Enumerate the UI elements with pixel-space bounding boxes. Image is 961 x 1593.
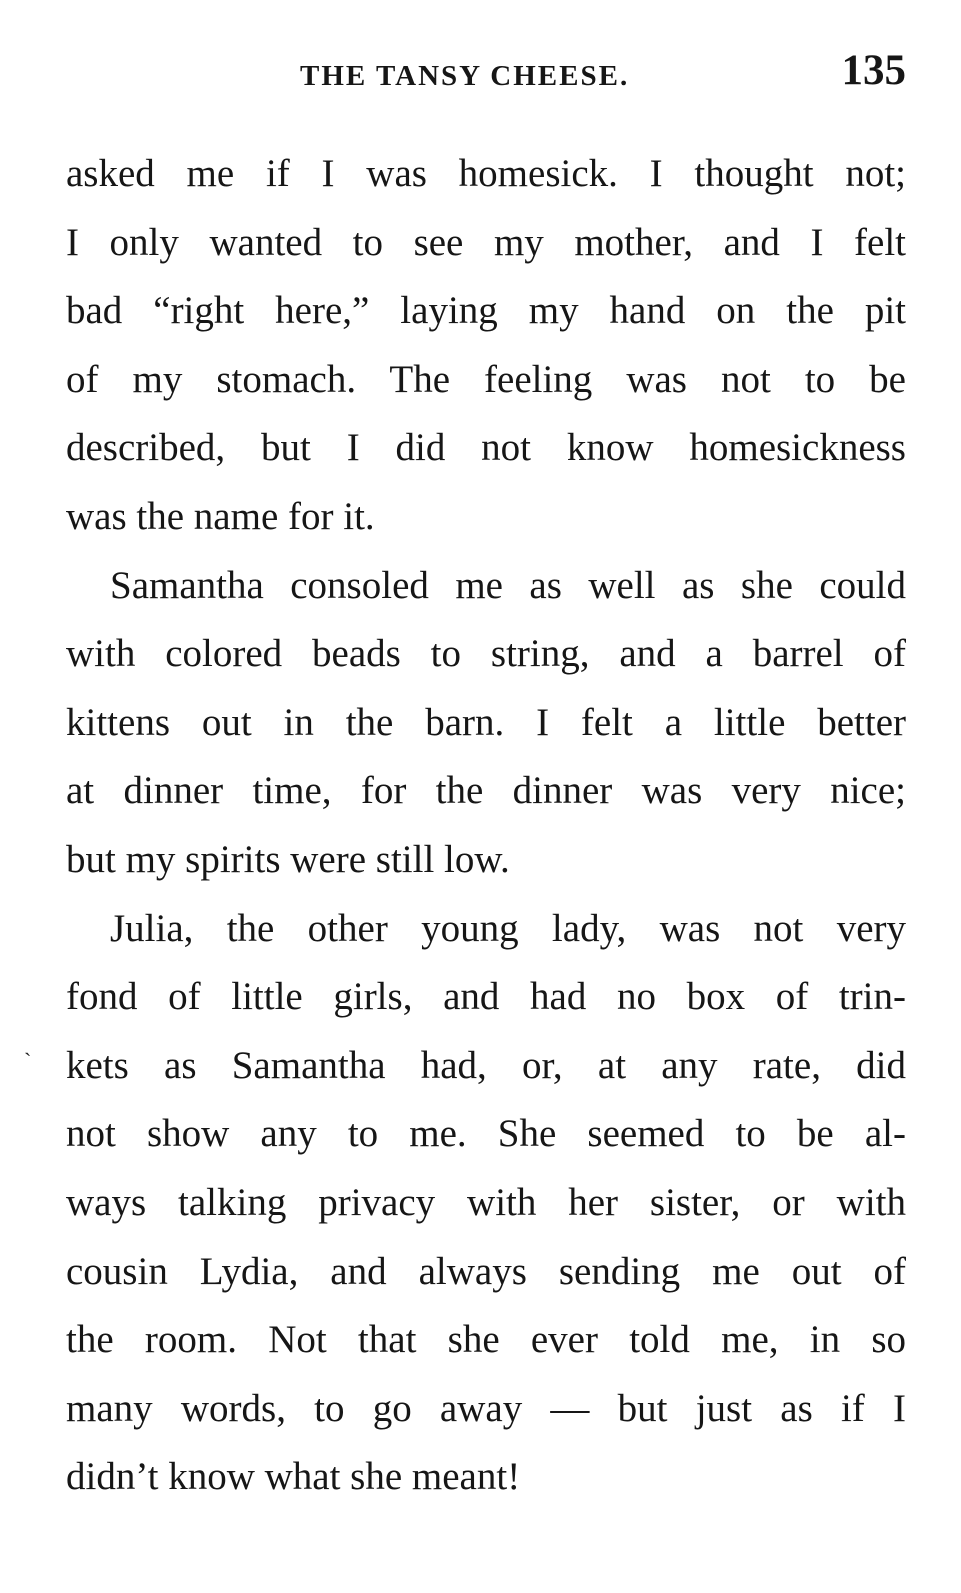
- text-line: kittens out in the barn. I felt a little better: [66, 700, 906, 744]
- text-line: I only wanted to see my mother, and I felt: [66, 220, 906, 264]
- text-line: asked me if I was homesick. I thought not;: [66, 152, 906, 195]
- ink-speck-mark: ˎ: [24, 1031, 32, 1056]
- page-header: [66, 46, 906, 106]
- text-line: at dinner time, for the dinner was very nice;: [66, 769, 906, 813]
- text-line: Julia, the other young lady, was not very: [110, 906, 906, 950]
- text-line: with colored beads to string, and a barrel of: [66, 632, 906, 676]
- text-line: not show any to me. She seemed to be al-: [66, 1112, 906, 1156]
- text-line: described, but I did not know homesickness: [66, 426, 906, 470]
- text-line: but my spirits were still low.: [66, 837, 510, 881]
- text-line: was the name for it.: [66, 494, 375, 538]
- paragraph-1: [66, 140, 906, 552]
- page-number: 135: [841, 47, 906, 94]
- text-line: kets as Samantha had, or, at any rate, did: [66, 1043, 906, 1087]
- text-line: of my stomach. The feeling was not to be: [66, 357, 906, 401]
- paragraph-3: [66, 895, 906, 1512]
- text-line: ways talking privacy with her sister, or with: [66, 1180, 906, 1224]
- text-line: bad “right here,” laying my hand on the pit: [66, 289, 906, 333]
- body-text: [66, 140, 906, 1512]
- text-line: the room. Not that she ever told me, in so: [66, 1318, 906, 1362]
- text-line: didn’t know what she meant!: [66, 1455, 521, 1499]
- text-line: cousin Lydia, and always sending me out of: [66, 1249, 906, 1293]
- text-line: many words, to go away — but just as if I: [66, 1386, 906, 1430]
- running-title: THE TANSY CHEESE.: [300, 60, 630, 92]
- text-line: fond of little girls, and had no box of trin-: [66, 975, 906, 1019]
- paragraph-2: [66, 552, 906, 895]
- text-line: Samantha consoled me as well as she could: [110, 563, 906, 607]
